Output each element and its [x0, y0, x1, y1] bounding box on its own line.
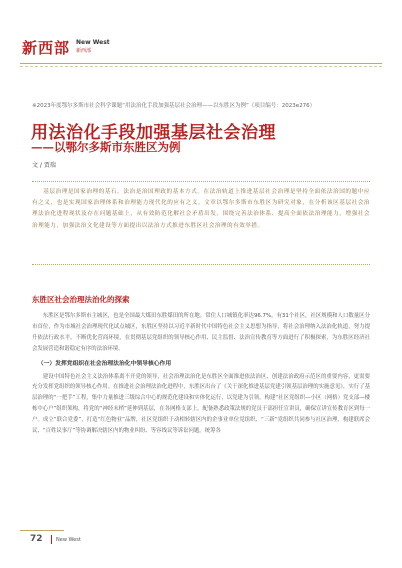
page-number: 72	[30, 534, 43, 544]
header-rule	[20, 63, 382, 64]
abstract-top-rule	[32, 181, 370, 182]
article-title: 用法治化手段加强基层社会治理	[31, 123, 276, 143]
author-line: 文 / 贾瑞	[32, 162, 56, 169]
body-paragraph: 东胜区是鄂尔多斯市主城区，也是全国最大煤田东胜煤田的所在地。常住人口城镇化率达96.7%，有31个社区，社区规模和人口数量区分市首位，作为市城社会治理现代化试点城区，东胜区坚持以习近平新时代中国特色社会主义思想为指导，将社会治理纳入法治化轨道，努力提升依法行政水平，不断优化营商环境，在贯彻基层党组织的领导核心作用、民主监督、法治宣传教育等方面进行了积极探索，为东胜区经济社会发展营造和谐稳定有序的法治环境。	[32, 313, 370, 352]
masthead	[22, 36, 110, 58]
abstract-bottom-rule	[32, 264, 370, 265]
article-body	[32, 311, 370, 437]
fund-note: ※2023年度鄂尔多斯市社会科学课题“用法治化手段加强基层社会治理——以东胜区为例”（项目编号：2023e276）	[32, 103, 316, 109]
footer-divider	[51, 535, 52, 544]
footer-rule	[20, 530, 64, 531]
journal-logo: 新西部	[22, 38, 71, 57]
section-heading: 东胜区社会治理法治化的探索	[32, 295, 130, 304]
abstract	[32, 187, 370, 257]
logo-subtitle	[76, 38, 110, 56]
body-paragraph: 建设中国特色社会主义法治体系离不开党的领导，社会治理法治化是东胜区全面推进依法治区、创建法治政府示范区的重要内容，更需要充分发挥党组织的领导核心作用。在推进社会治理法治化进程中，东胜区出台了《关于深化推进基层党建引领基层治理的实施意见》，实行了基层治理的“一把手”工程，集中力量推进三级综合中心的规范化建设和实体化运行，以党建为引领，构建“社区党组织—小区（网格）党支部—楼栋中心户”组织架构，将党的“神经末梢”延伸到基层，在各网格支部上，配备熟悉政策法规的党员干部担任宣讲员，确保宣讲宣传教育区到每一户。成立“联合党委”，打造“红色物业”品牌，社区党组织于动相转辖区内的企事业单位党组织、“三新”党组织共同参与社区治理，构建联席会议、“百姓议事厅”等协调解决辖区内的物业纠纷、等容线议等诉讼问题。统筹各	[32, 373, 370, 435]
abstract-text: 基层治理是国家治理的基石。法治是治国理政的基本方式。在法治轨道上推进基层社会治理是坚持全面依法治国的题中应有之义，也是实现国家治理体系和治理能力现代化的应有之义。文章以鄂尔多斯市东胜区为研究对象，在分析该区基层社会治理法治化进程现状及存在问题基础上，从有效防范化解社会矛盾出发，围绕完善法治体系、提高全面依法治理能力，增强社会治理能力，加强法治文化建设等方面提出以法治方式推进东胜区社会治理的有效举措。	[32, 189, 370, 229]
logo-english: New West	[76, 39, 110, 46]
header-dashed-rule	[20, 66, 382, 67]
logo-chinese-small: 新西部	[76, 48, 92, 54]
subsection-heading: （一）发挥党组织在社会治理法治化中领导核心作用	[37, 360, 172, 367]
article-subtitle: ——以鄂尔多斯市东胜区为例	[31, 140, 181, 154]
footer-journal-name: New West	[56, 537, 81, 543]
